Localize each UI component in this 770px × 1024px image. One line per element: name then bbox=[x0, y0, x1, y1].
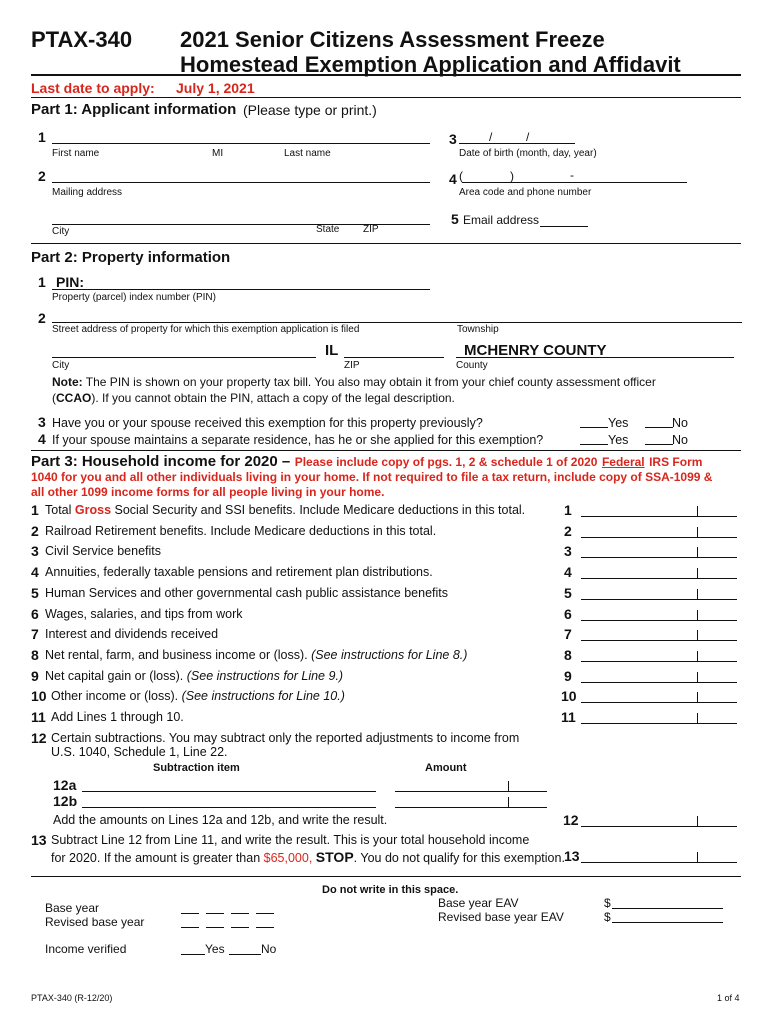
revised-base-year-digit[interactable] bbox=[256, 927, 274, 928]
part2-title: Part 2: Property information bbox=[31, 249, 231, 266]
part2-bottom-rule bbox=[31, 450, 741, 451]
income-amount-field[interactable] bbox=[581, 661, 737, 662]
part3-instructions-line3: all other 1099 income forms for all people living in your home. bbox=[31, 485, 385, 499]
line-number: 10 bbox=[31, 688, 47, 704]
q4-no-blank[interactable] bbox=[645, 444, 673, 445]
part1-bottom-rule bbox=[31, 243, 741, 244]
income-line-text: Railroad Retirement benefits. Include Medicare deductions in this total. bbox=[45, 524, 437, 538]
cents-separator bbox=[697, 610, 698, 620]
line-12b-item-field[interactable] bbox=[82, 807, 376, 808]
line-number: 3 bbox=[449, 131, 457, 147]
township-caption: Township bbox=[457, 324, 499, 335]
county-value: MCHENRY COUNTY bbox=[464, 342, 607, 359]
cents-separator bbox=[697, 713, 698, 723]
line12-text1: Certain subtractions. You may subtract only the reported adjustments to income from bbox=[51, 731, 520, 745]
line-number: 2 bbox=[31, 523, 39, 539]
name-field[interactable] bbox=[52, 143, 430, 144]
income-verified-no-blank[interactable] bbox=[229, 954, 261, 955]
first-name-caption: First name bbox=[52, 148, 100, 159]
revised-base-year-digit[interactable] bbox=[231, 927, 249, 928]
property-zip-field[interactable] bbox=[344, 357, 444, 358]
last-name-caption: Last name bbox=[284, 148, 331, 159]
cents-separator bbox=[697, 672, 698, 682]
line-number: 5 bbox=[564, 585, 572, 601]
income-amount-field[interactable] bbox=[581, 702, 737, 703]
income-line-text: Human Services and other governmental cash public assistance benefits bbox=[45, 586, 448, 600]
part1-title: Part 1: Applicant information bbox=[31, 101, 237, 118]
income-amount-field[interactable] bbox=[581, 682, 737, 683]
cents-separator bbox=[697, 692, 698, 702]
pin-label: PIN: bbox=[56, 274, 84, 290]
dob-field[interactable] bbox=[459, 143, 575, 144]
city-caption: City bbox=[52, 226, 70, 237]
line-number: 1 bbox=[564, 502, 572, 518]
revised-base-year-eav-label: Revised base year EAV bbox=[438, 910, 564, 924]
income-line-text: Total Gross Social Security and SSI benefits. Include Medicare deductions in this total. bbox=[45, 503, 526, 517]
yes-label: Yes bbox=[608, 416, 629, 430]
income-amount-field[interactable] bbox=[581, 537, 737, 538]
q3-no-blank[interactable] bbox=[645, 427, 673, 428]
income-line-text: Annuities, federally taxable pensions and retirement plan distributions. bbox=[45, 565, 433, 579]
line-number: 12 bbox=[31, 730, 47, 746]
subtraction-item-header: Subtraction item bbox=[153, 762, 240, 774]
no-label: No bbox=[672, 416, 688, 430]
cents-separator bbox=[697, 651, 698, 661]
phone-paren: ( bbox=[459, 169, 463, 183]
line-number: 2 bbox=[38, 310, 46, 326]
line-number: 13 bbox=[564, 848, 580, 864]
pin-caption: Property (parcel) index number (PIN) bbox=[52, 292, 216, 303]
question-3: Have you or your spouse received this exemption for this property previously? bbox=[52, 416, 483, 430]
city-caption: City bbox=[52, 360, 70, 371]
line-number: 3 bbox=[31, 543, 39, 559]
line-12b-amount-field[interactable] bbox=[395, 807, 547, 808]
state-caption: State bbox=[316, 224, 340, 235]
revised-base-year-eav-field[interactable] bbox=[612, 922, 723, 923]
form-id: PTAX-340 bbox=[31, 27, 133, 52]
line-number: 4 bbox=[449, 171, 457, 187]
email-label: Email address bbox=[463, 213, 540, 227]
deadline-date: July 1, 2021 bbox=[176, 80, 255, 96]
income-line-text: Civil Service benefits bbox=[45, 544, 162, 558]
line-12b-label: 12b bbox=[53, 793, 78, 809]
form-title-line1: 2021 Senior Citizens Assessment Freeze bbox=[180, 27, 605, 52]
yes-label: Yes bbox=[205, 942, 225, 956]
base-year-digit[interactable] bbox=[231, 913, 249, 914]
line-number: 4 bbox=[31, 564, 39, 580]
form-revision: PTAX-340 (R-12/20) bbox=[31, 993, 113, 1003]
base-year-eav-label: Base year EAV bbox=[438, 896, 519, 910]
income-line-text: Net capital gain or (loss). (See instructions for Line 9.) bbox=[45, 669, 344, 683]
line-number: 9 bbox=[31, 668, 39, 684]
base-year-digit[interactable] bbox=[256, 913, 274, 914]
income-line-text: Add Lines 1 through 10. bbox=[51, 710, 184, 724]
line-number: 8 bbox=[31, 647, 39, 663]
line-number: 5 bbox=[31, 585, 39, 601]
q4-yes-blank[interactable] bbox=[580, 444, 608, 445]
phone-paren: ) bbox=[510, 169, 514, 183]
dob-slash: / bbox=[489, 130, 493, 144]
income-amount-field[interactable] bbox=[581, 640, 737, 641]
zip-caption: ZIP bbox=[344, 360, 360, 371]
part1-subtitle: (Please type or print.) bbox=[243, 102, 377, 118]
q3-yes-blank[interactable] bbox=[580, 427, 608, 428]
line-number: 10 bbox=[561, 688, 577, 704]
no-label: No bbox=[672, 433, 688, 447]
cents-separator bbox=[697, 568, 698, 578]
office-top-rule bbox=[31, 876, 741, 877]
mi-caption: MI bbox=[212, 148, 224, 159]
note-line1: Note: The PIN is shown on your property tax bill. You also may obtain it from your chief county assessment officer bbox=[52, 375, 656, 389]
line-number: 6 bbox=[31, 606, 39, 622]
office-use-heading: Do not write in this space. bbox=[322, 884, 459, 896]
line-number: 7 bbox=[31, 626, 39, 642]
county-caption: County bbox=[456, 360, 488, 371]
line13-text2: for 2020. If the amount is greater than $65,000, STOP. You do not qualify for this exemption. bbox=[51, 849, 565, 865]
cents-separator bbox=[508, 781, 509, 791]
line-number: 11 bbox=[561, 709, 576, 725]
line-number: 1 bbox=[31, 502, 39, 518]
income-line-text: Other income or (loss). (See instructions for Line 10.) bbox=[51, 689, 345, 703]
income-verified-yes-blank[interactable] bbox=[181, 954, 205, 955]
line-number: 1 bbox=[38, 129, 46, 145]
phone-field[interactable] bbox=[462, 182, 687, 183]
income-amount-field[interactable] bbox=[581, 620, 737, 621]
line12-text2: U.S. 1040, Schedule 1, Line 22. bbox=[51, 745, 228, 759]
cents-separator bbox=[697, 506, 698, 516]
dob-slash: / bbox=[526, 130, 530, 144]
rule-under-deadline bbox=[31, 97, 741, 98]
line-12a-label: 12a bbox=[53, 777, 77, 793]
part3-instructions-line2: 1040 for you and all other individuals living in your home. If not required to file a tax return, include copy of SSA-1099 & bbox=[31, 470, 713, 484]
base-year-digit[interactable] bbox=[206, 913, 224, 914]
page-number: 1 of 4 bbox=[717, 993, 740, 1003]
county-field[interactable] bbox=[456, 357, 734, 358]
header-rule bbox=[31, 74, 741, 76]
line-number: 7 bbox=[564, 626, 572, 642]
form-title-line2: Homestead Exemption Application and Affidavit bbox=[180, 52, 681, 77]
revised-base-year-digit[interactable] bbox=[206, 927, 224, 928]
phone-caption: Area code and phone number bbox=[459, 187, 592, 198]
line-number: 2 bbox=[38, 168, 46, 184]
line-number: 4 bbox=[38, 431, 46, 447]
revised-base-year-label: Revised base year bbox=[45, 915, 145, 929]
base-year-label: Base year bbox=[45, 901, 100, 915]
revised-base-year-digit[interactable] bbox=[181, 927, 199, 928]
street-address-field[interactable] bbox=[52, 322, 742, 323]
deadline-label: Last date to apply: bbox=[31, 80, 155, 96]
note-line2: (CCAO). If you cannot obtain the PIN, attach a copy of the legal description. bbox=[52, 391, 455, 405]
line-number: 4 bbox=[564, 564, 572, 580]
street-caption: Street address of property for which this exemption application is filed bbox=[52, 324, 360, 335]
cents-separator bbox=[508, 797, 509, 807]
cents-separator bbox=[697, 852, 698, 862]
income-amount-field[interactable] bbox=[581, 599, 737, 600]
line-number: 3 bbox=[38, 414, 46, 430]
line-number: 12 bbox=[563, 812, 579, 828]
line13-text1: Subtract Line 12 from Line 11, and write the result. This is your total household income bbox=[51, 833, 530, 847]
line-12-amount-field[interactable] bbox=[581, 826, 737, 827]
line-number: 13 bbox=[31, 832, 47, 848]
income-amount-field[interactable] bbox=[581, 516, 737, 517]
income-amount-field[interactable] bbox=[581, 557, 737, 558]
income-verified-label: Income verified bbox=[45, 942, 127, 956]
line-number: 9 bbox=[564, 668, 572, 684]
mailing-address-field[interactable] bbox=[52, 182, 430, 183]
zip-caption: ZIP bbox=[363, 224, 379, 235]
line12-add-text: Add the amounts on Lines 12a and 12b, and write the result. bbox=[53, 813, 388, 827]
line-number: 3 bbox=[564, 543, 572, 559]
income-amount-field[interactable] bbox=[581, 723, 737, 724]
income-line-text: Interest and dividends received bbox=[45, 627, 219, 641]
no-label: No bbox=[261, 942, 277, 956]
cents-separator bbox=[697, 589, 698, 599]
dollar-sign: $ bbox=[604, 910, 611, 924]
state-value: IL bbox=[325, 342, 339, 359]
cents-separator bbox=[697, 527, 698, 537]
line-12a-item-field[interactable] bbox=[82, 791, 376, 792]
line-13-amount-field[interactable] bbox=[581, 862, 737, 863]
cents-separator bbox=[697, 547, 698, 557]
income-line-text: Net rental, farm, and business income or (loss). (See instructions for Line 8.) bbox=[45, 648, 468, 662]
line-number: 1 bbox=[38, 274, 46, 290]
cents-separator bbox=[697, 630, 698, 640]
property-city-field[interactable] bbox=[52, 357, 316, 358]
pin-field[interactable] bbox=[52, 289, 430, 290]
phone-dash: - bbox=[570, 168, 574, 182]
line-number: 6 bbox=[564, 606, 572, 622]
line-number: 8 bbox=[564, 647, 572, 663]
part3-heading: Part 3: Household income for 2020 – Please include copy of pgs. 1, 2 & schedule 1 of 2020 Federal IRS Form bbox=[31, 453, 703, 470]
line-number: 2 bbox=[564, 523, 572, 539]
mailing-address-caption: Mailing address bbox=[52, 187, 123, 198]
base-year-eav-field[interactable] bbox=[612, 908, 723, 909]
email-field[interactable] bbox=[540, 226, 588, 227]
income-amount-field[interactable] bbox=[581, 578, 737, 579]
question-4: If your spouse maintains a separate residence, has he or she applied for this exemption? bbox=[52, 433, 544, 447]
dob-caption: Date of birth (month, day, year) bbox=[459, 148, 597, 159]
amount-header: Amount bbox=[425, 762, 467, 774]
line-12a-amount-field[interactable] bbox=[395, 791, 547, 792]
base-year-digit[interactable] bbox=[181, 913, 199, 914]
income-line-text: Wages, salaries, and tips from work bbox=[45, 607, 243, 621]
dollar-sign: $ bbox=[604, 896, 611, 910]
yes-label: Yes bbox=[608, 433, 629, 447]
line-number: 11 bbox=[31, 709, 46, 725]
line-number: 5 bbox=[451, 211, 459, 227]
cents-separator bbox=[697, 816, 698, 826]
